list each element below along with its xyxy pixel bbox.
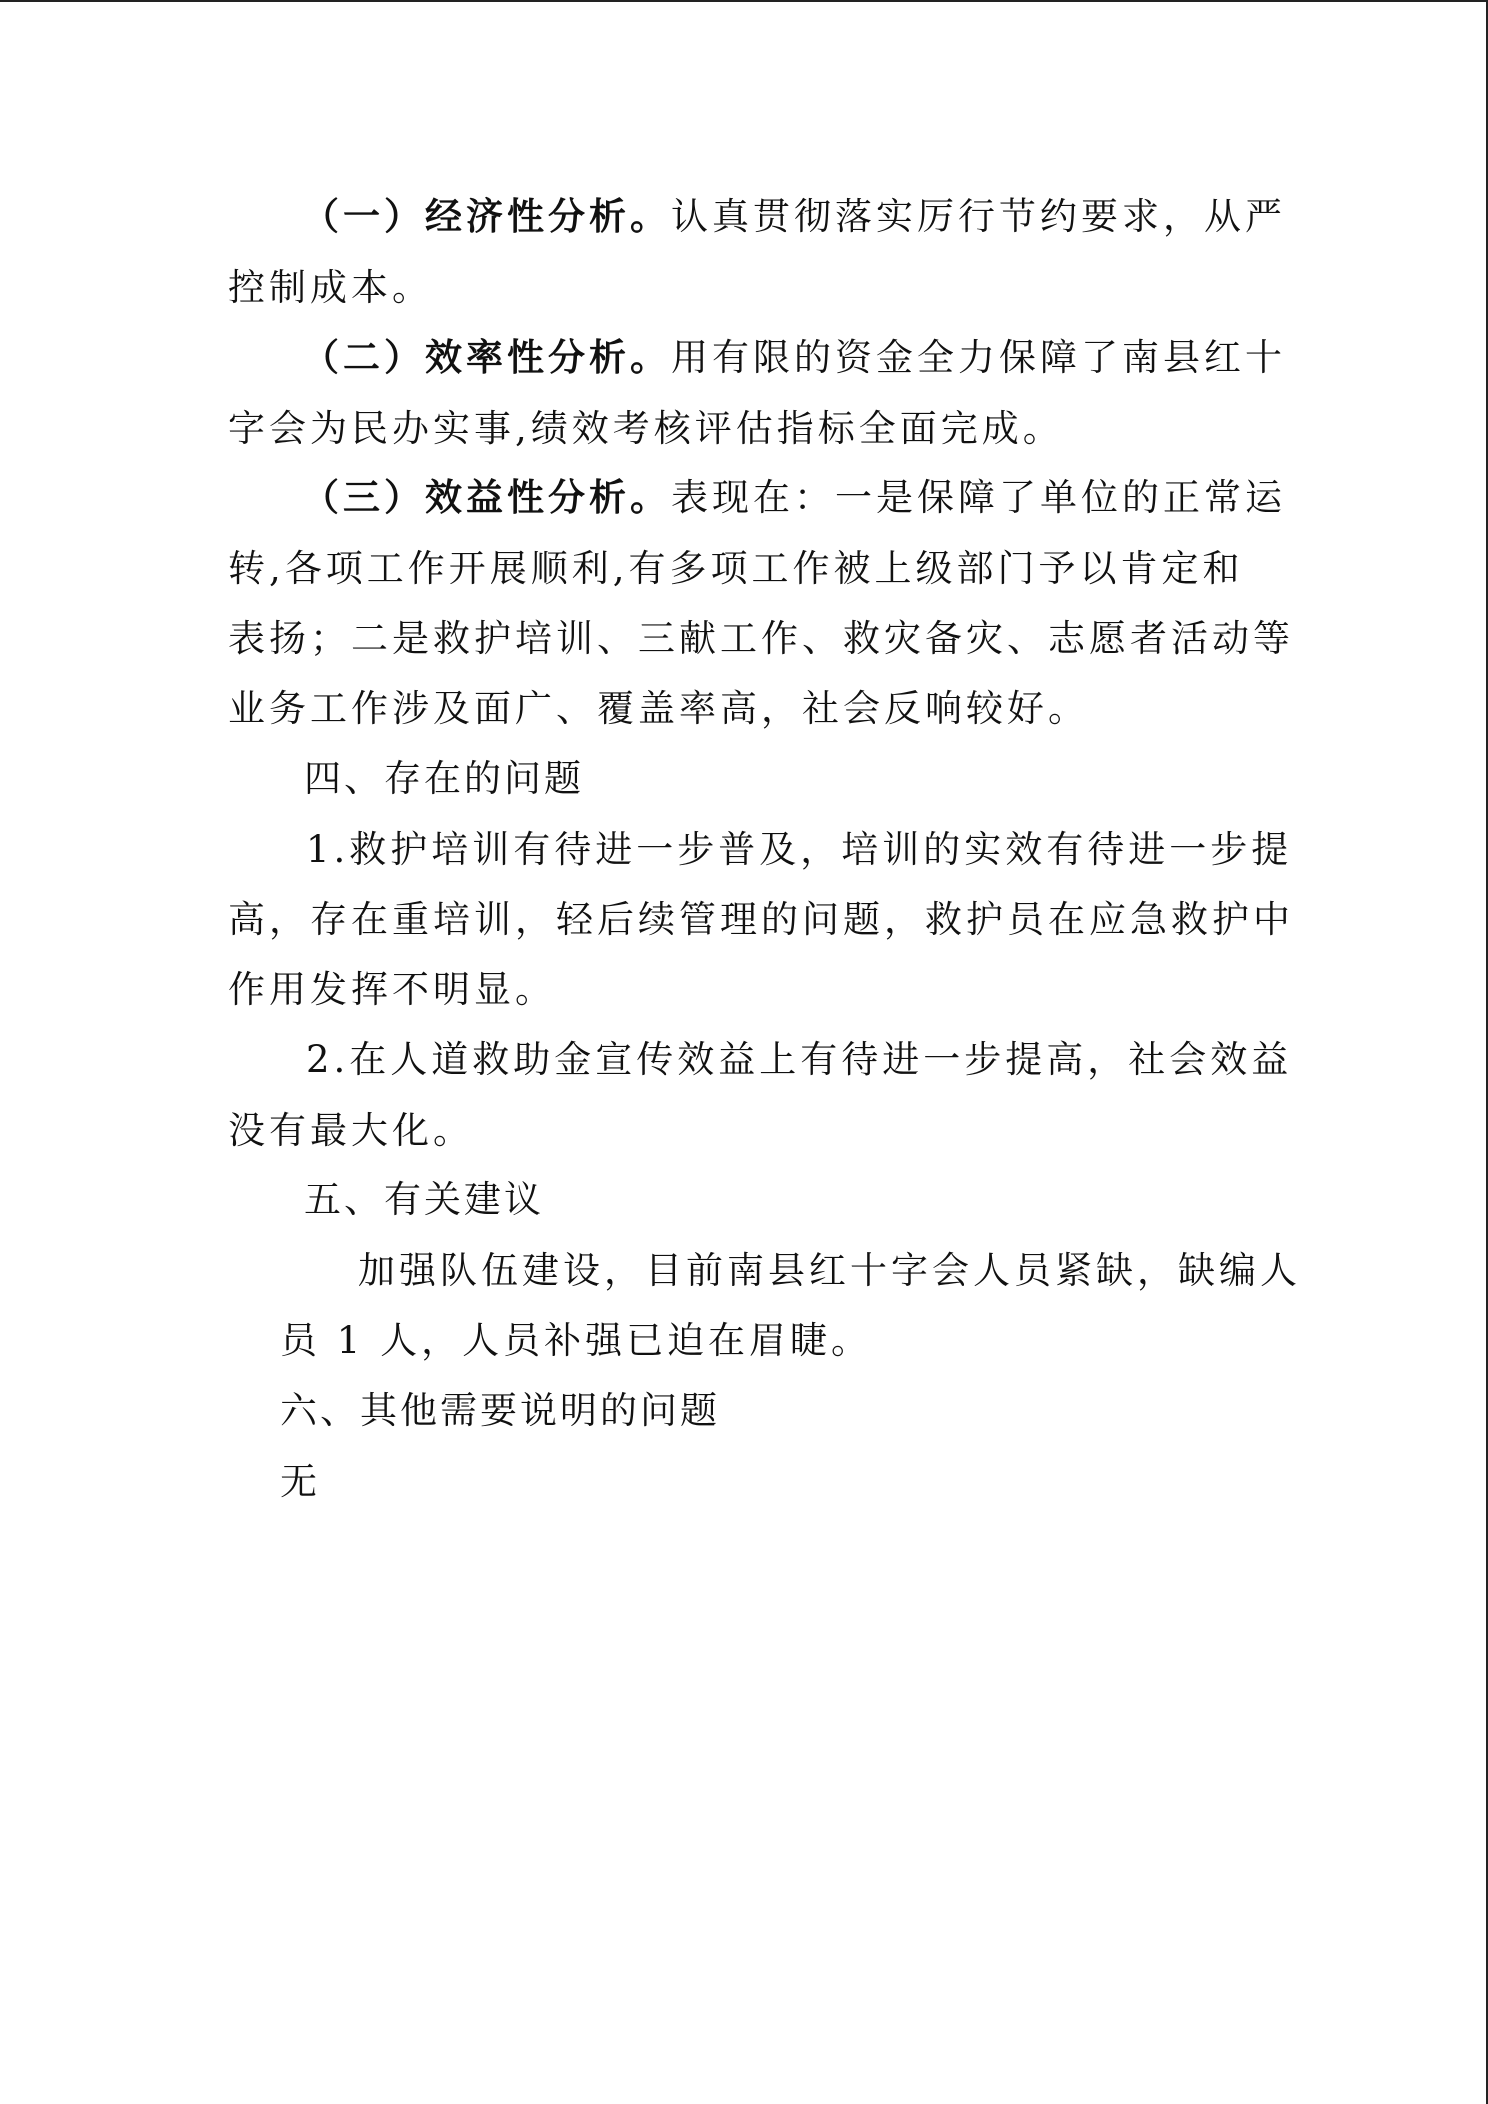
paragraph-benefit-text: 表现在：一是保障了单位的正常运 [671,476,1286,519]
section-4-item-1-line-1: 1.救护培训有待进一步普及，培训的实效有待进一步提 [306,828,1293,871]
section-5-heading: 五、有关建议 [304,1178,544,1221]
paragraph-economy-line-2: 控制成本。 [228,266,433,309]
paragraph-efficiency-line-1 [302,334,1286,382]
section-5-line-1: 加强队伍建设，目前南县红十字会人员紧缺，缺编人 [358,1249,1301,1292]
section-4-item-2-line-1: 2.在人道救助金宣传效益上有待进一步提高，社会效益 [306,1038,1293,1081]
section-4-item-1-line-3: 作用发挥不明显。 [228,968,556,1011]
section-6-heading: 六、其他需要说明的问题 [280,1389,720,1432]
paragraph-efficiency-text: 用有限的资金全力保障了南县红十 [671,336,1286,379]
paragraph-benefit-line-3: 表扬；二是救护培训、三献工作、救灾备灾、志愿者活动等 [228,617,1294,660]
paragraph-benefit-line-4: 业务工作涉及面广、覆盖率高，社会反响较好。 [228,687,1089,730]
section-6-body: 无 [280,1460,321,1503]
paragraph-efficiency-line-2: 字会为民办实事,绩效考核评估指标全面完成。 [228,407,1064,450]
paragraph-economy-line-1 [302,193,1286,241]
section-4-item-2-line-2: 没有最大化。 [228,1109,474,1152]
paragraph-benefit-lead: （三）效益性分析。 [302,476,671,519]
paragraph-efficiency-lead: （二）效率性分析。 [302,336,671,379]
paragraph-economy-text: 认真贯彻落实厉行节约要求，从严 [671,195,1286,238]
paragraph-benefit-line-1 [302,474,1286,522]
section-4-heading: 四、存在的问题 [304,757,584,800]
section-4-item-1-line-2: 高，存在重培训，轻后续管理的问题，救护员在应急救护中 [228,898,1294,941]
paragraph-benefit-line-2: 转,各项工作开展顺利,有多项工作被上级部门予以肯定和 [228,547,1244,590]
paragraph-economy-lead: （一）经济性分析。 [302,195,671,238]
section-5-line-2: 员 1 人，人员补强已迫在眉睫。 [280,1319,873,1362]
